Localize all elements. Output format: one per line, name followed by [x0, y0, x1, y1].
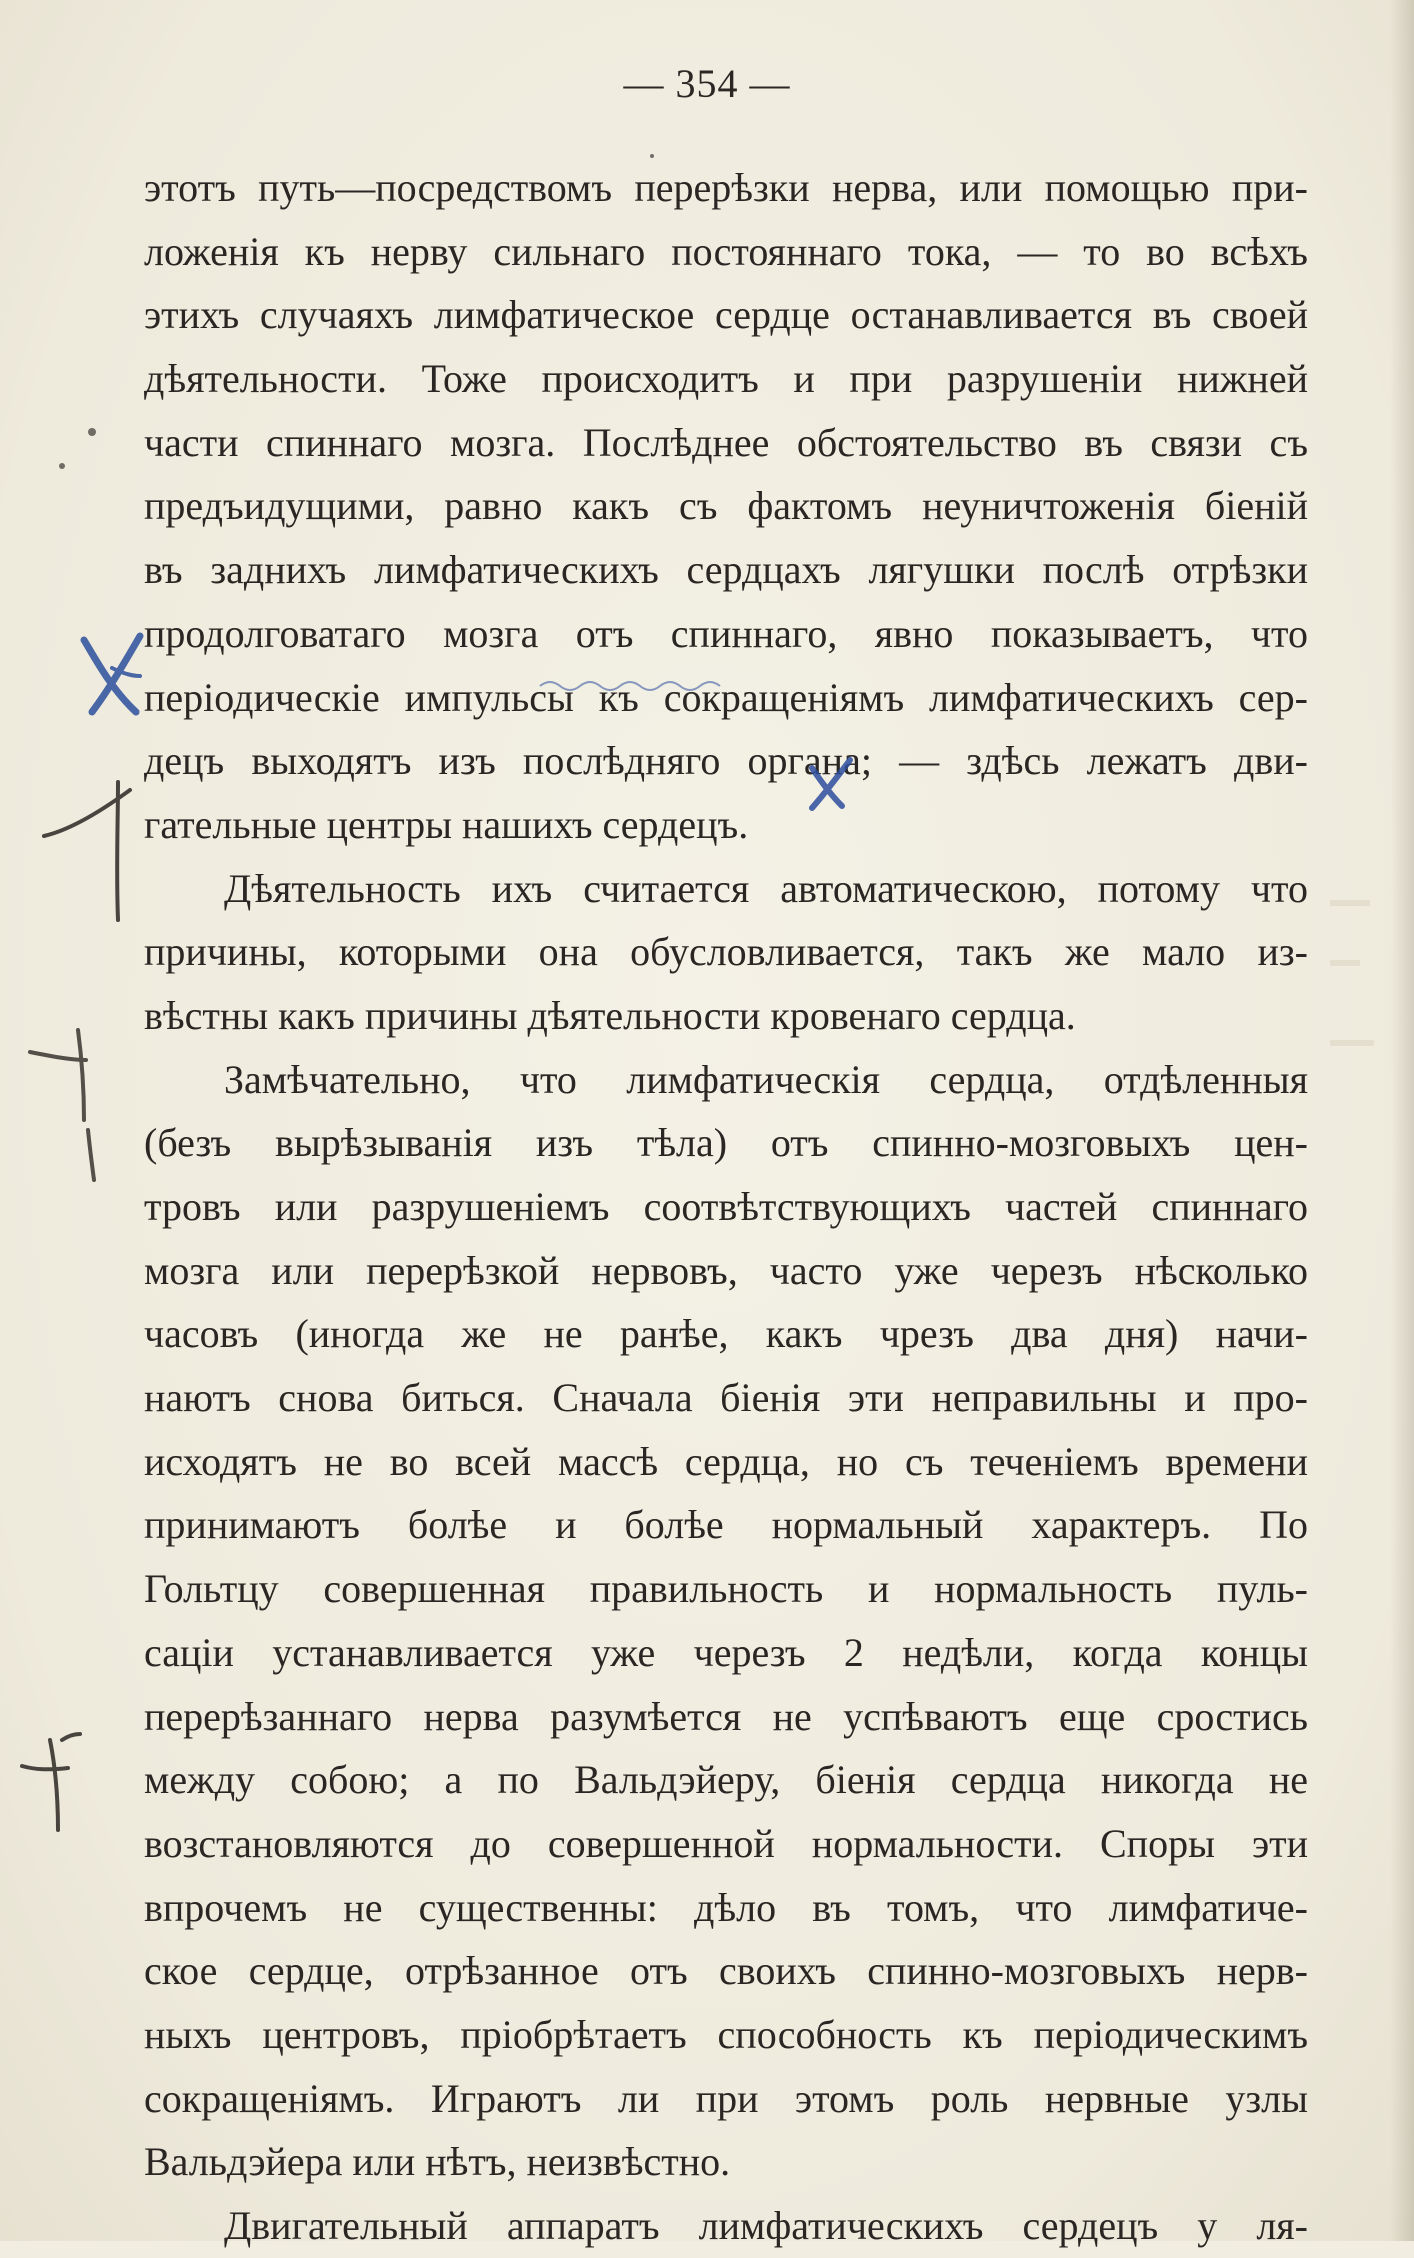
- text-line: причины, которыми она обусловливается, такъ же мало из-: [144, 929, 1308, 975]
- text-line: ское сердце, отрѣзанное отъ своихъ спинно-мозговыхъ нерв-: [144, 1948, 1308, 1994]
- margin-bracket-1: [44, 782, 130, 920]
- text-line: этотъ путь—посредствомъ перерѣзки нерва, или помощью при-: [144, 165, 1308, 210]
- text-line: Замѣчательно, что лимфатическія сердца, отдѣленныя: [224, 1056, 1308, 1102]
- text-line: наютъ снова биться. Сначала біенія эти неправильны и про-: [144, 1375, 1308, 1421]
- text-line: возстановляются до совершенной нормальности. Споры эти: [144, 1820, 1308, 1866]
- page-edge-shadow: [1390, 0, 1414, 2241]
- text-line: между собою; а по Вальдэйеру, біенія сердца никогда не: [144, 1757, 1308, 1803]
- text-line: періодическіе импульсы къ сокращеніямъ лимфатическихъ сер-: [144, 674, 1308, 720]
- text-line: впрочемъ не существенны: дѣло въ томъ, что лимфатиче-: [144, 1884, 1308, 1930]
- text-line: въ заднихъ лимфатическихъ сердцахъ лягушки послѣ отрѣзки: [144, 547, 1308, 593]
- text-line: мозга или перерѣзкой нервовъ, часто уже черезъ нѣсколько: [144, 1247, 1308, 1293]
- text-line: перерѣзаннаго нерва разумѣется не успѣваютъ еще сростись: [144, 1693, 1308, 1739]
- text-line: вѣстны какъ причины дѣятельности кровенаго сердца.: [144, 992, 1076, 1038]
- text-line: децъ выходятъ изъ послѣдняго органа; — здѣсь лежатъ дви-: [144, 738, 1308, 784]
- body-text: [144, 156, 1308, 2258]
- bleed-through-ghost: [1330, 900, 1374, 1046]
- text-line: часовъ (иногда же не ранѣе, какъ чрезъ два дня) начи-: [144, 1311, 1308, 1357]
- text-line: гательные центры нашихъ сердецъ.: [144, 801, 749, 847]
- text-line: продолговатаго мозга отъ спиннаго, явно показываетъ, что: [144, 610, 1308, 656]
- text-line: дѣятельности. Тоже происходитъ и при разрушеніи нижней: [144, 356, 1308, 402]
- page-number: — 354 —: [623, 61, 791, 106]
- margin-bracket-3: [22, 1734, 80, 1830]
- text-line: Вальдэйера или нѣтъ, неизвѣстно.: [144, 2139, 731, 2185]
- text-line: Гольтцу совершенная правильность и нормальность пуль-: [144, 1566, 1308, 1612]
- margin-bracket-2: [30, 1030, 94, 1180]
- text-line: принимаютъ болѣе и болѣе нормальный характеръ. По: [144, 1502, 1308, 1548]
- text-line: предъидущими, равно какъ съ фактомъ неуничтоженія біеній: [144, 483, 1308, 529]
- text-line: саціи устанавливается уже черезъ 2 недѣли, когда концы: [144, 1629, 1308, 1675]
- text-line: Дѣятельность ихъ считается автоматическою, потому что: [224, 865, 1308, 911]
- text-line: ложенія къ нерву сильнаго постояннаго тока, — то во всѣхъ: [144, 228, 1308, 274]
- text-line: этихъ случаяхъ лимфатическое сердце останавливается въ своей: [144, 292, 1308, 338]
- text-line: тровъ или разрушеніемъ соотвѣтствующихъ частей спиннаго: [144, 1184, 1308, 1229]
- text-line: Двигательный аппаратъ лимфатическихъ сердецъ у ля-: [224, 2203, 1308, 2248]
- text-line: части спиннаго мозга. Послѣднее обстоятельство въ связи съ: [144, 419, 1308, 465]
- text-line: сокращеніямъ. Играютъ ли при этомъ роль нервные узлы: [144, 2075, 1308, 2121]
- text-line: (безъ вырѣзыванія изъ тѣла) отъ спинно-мозговыхъ цен-: [144, 1120, 1308, 1166]
- text-line: ныхъ центровъ, пріобрѣтаетъ способность къ періодическимъ: [144, 2011, 1308, 2057]
- margin-cross-mark-1: [84, 636, 140, 712]
- text-line: исходятъ не во всей массѣ сердца, но съ теченіемъ времени: [144, 1438, 1308, 1484]
